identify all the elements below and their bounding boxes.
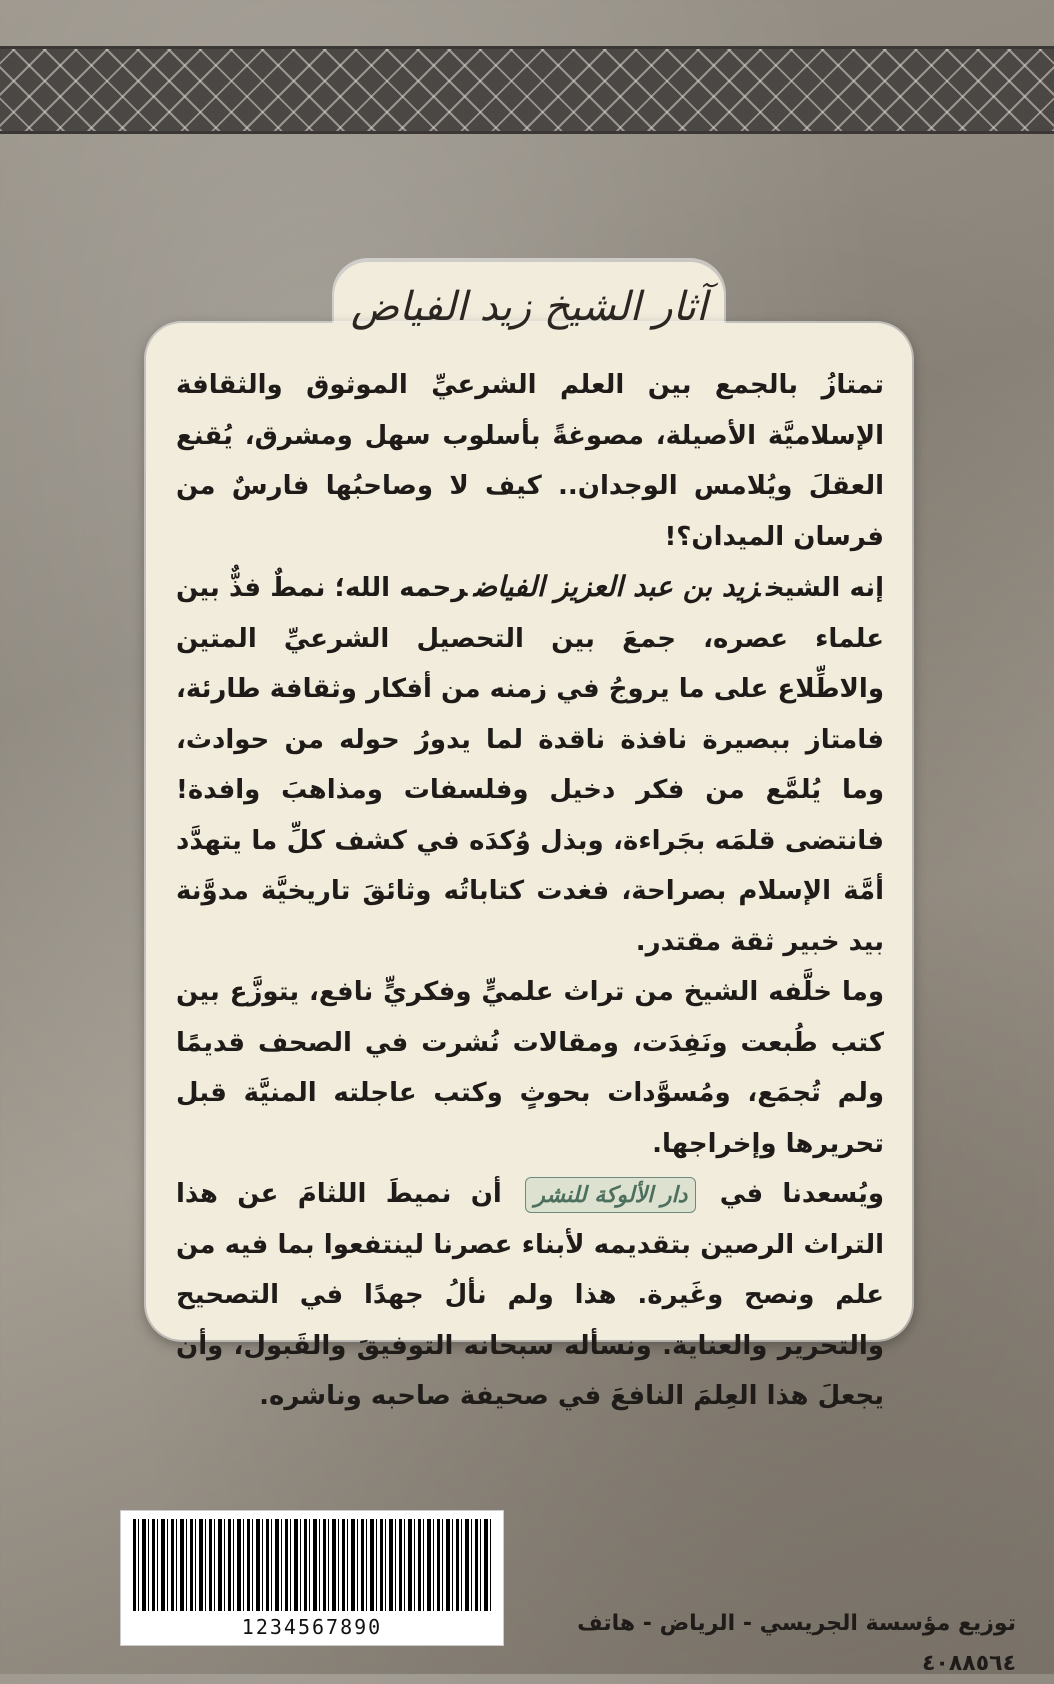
paragraph-2-rest: رحمه الله؛ نمطٌ فذٌّ بين علماء عصره، جمعَ بين التحصيل الشرعيِّ المتين والاطِّلاع على ما يروجُ في زمنه من أفكار وثقافة طارئة، فامتاز ببصيرة نافذة ناقدة لما يدورُ حوله من حوادث، وما يُلمَّع من فكر دخيل وفلسفات ومذاهبَ وافدة! فانتضى قلمَه بجَراءة، وبذل وُكدَه في كشف كلِّ ما يتهدَّد أمَّة الإسلام بصراحة، فغدت كتاباتُه وثائقَ تاريخيَّة مدوَّنة بيد خبير ثقة مقتدر.: [176, 573, 884, 957]
paragraph-4-start: ويُسعدنا في: [719, 1179, 885, 1209]
barcode-bars: [133, 1519, 491, 1611]
paragraph-2-start: إنه الشيخ: [765, 573, 885, 603]
paragraph-3: وما خلَّفه الشيخ من تراث علميٍّ وفكريٍّ نافع، يتوزَّع بين كتب طُبعت ونَفِدَت، ومقالات نُشرت في الصحف قديمًا ولم تُجمَع، ومُسوَّدات بحوثٍ وكتب عاجلته المنيَّة قبل تحريرها وإخراجها.: [176, 977, 884, 1159]
distribution-footer: توزيع مؤسسة الجريسي - الرياض - هاتف ٤٠٨٨٥٦٤: [577, 1611, 1016, 1676]
barcode: [120, 1510, 504, 1646]
paragraph-2: [176, 562, 884, 967]
barcode-number: 1234567890: [241, 1615, 383, 1639]
description-text: [176, 360, 885, 1411]
book-series-title: آثار الشيخ زيد الفياض: [350, 284, 708, 330]
paragraph-4-rest: أن نميطَ اللثامَ عن هذا التراث الرصين بتقديمه لأبناء عصرنا لينتفعوا بما فيه من علم ونصح وغَيرة. هذا ولم نألُ جهدًا في التصحيح والتحرير والعناية. ونسأله سبحانه التوفيقَ والقَبول، وأن يجعلَ هذا العِلمَ النافعَ في صحيفة صاحبه وناشره.: [176, 1179, 884, 1411]
paragraph-1: تمتازُ بالجمع بين العلم الشرعيِّ الموثوق والثقافة الإسلاميَّة الأصيلة، مصوغةً بأسلوب سهل ومشرق، يُقنع العقلَ ويُلامس الوجدان.. كيف لا وصاحبُها فارسٌ من فرسان الميدان؟!: [176, 370, 884, 552]
sheikh-name-calligraphy: زيد بن عبد العزيز الفياض: [473, 570, 760, 603]
publisher-logo-inline: دار الألوكة للنشر: [525, 1177, 696, 1213]
paragraph-4: [176, 1169, 884, 1422]
decorative-pattern-band: [0, 46, 1054, 134]
